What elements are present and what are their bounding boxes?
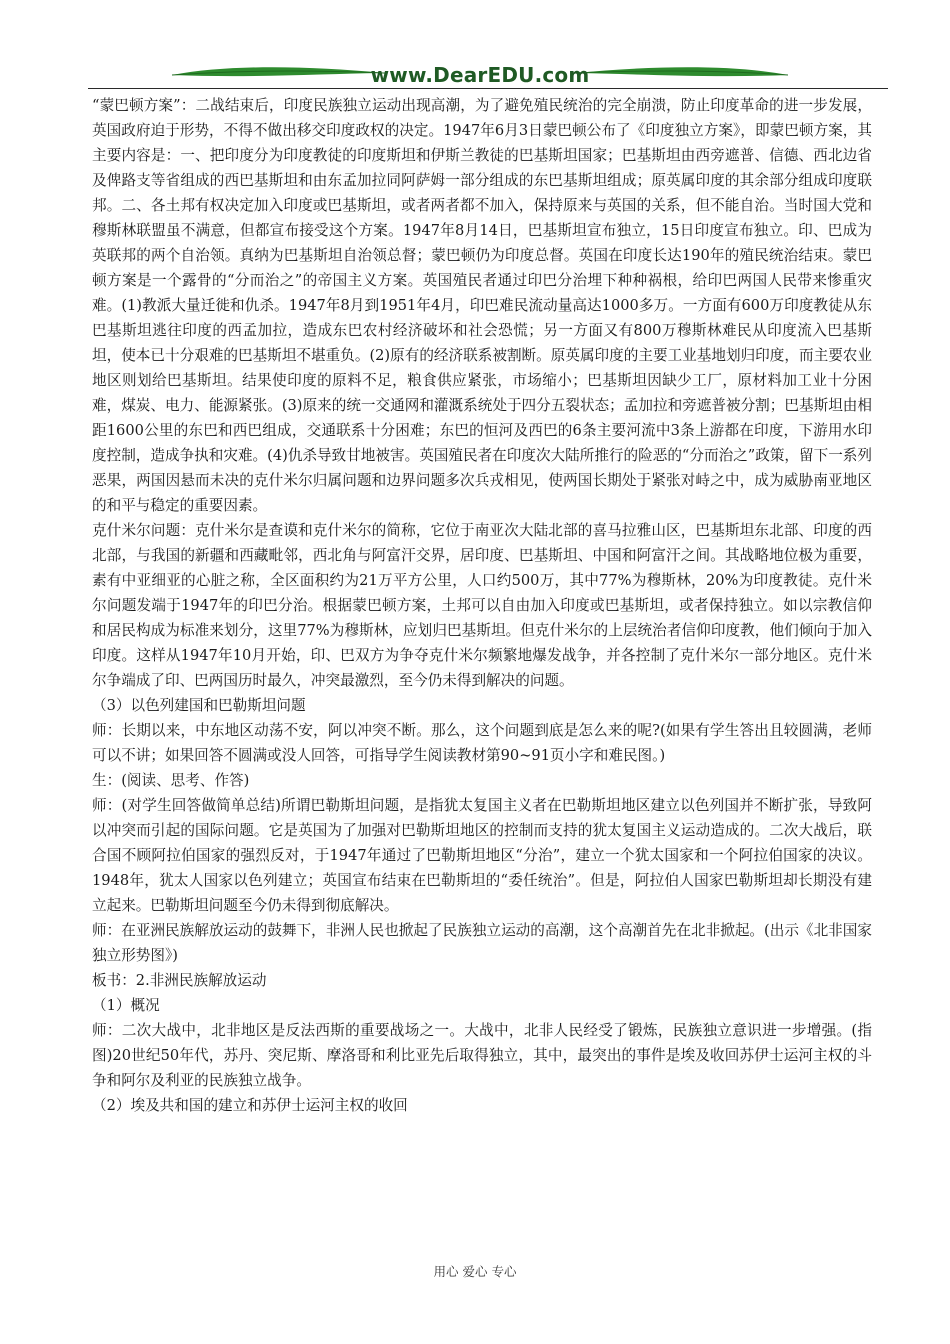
- document-body: [92, 93, 872, 1118]
- header-divider: [88, 88, 888, 89]
- paragraph-mountbatten-plan: “蒙巴顿方案”：二战结束后，印度民族独立运动出现高潮，为了避免殖民统治的完全崩溃，防止印度革命的进一步发展，英国政府迫于形势，不得不做出移交印度政权的决定。1947年6月3日蒙巴顿公布了《印度独立方案》，即蒙巴顿方案，其主要内容是：一、把印度分为印度教徒的印度斯坦和伊斯兰教徒的巴基斯坦国家；巴基斯坦由西旁遮普、信德、西北边省及俾路支等省组成的西巴基斯坦和由东孟加拉同阿萨姆一部分组成的东巴基斯坦组成；原英属印度的其余部分组成印度联邦。二、各土邦有权决定加入印度或巴基斯坦，或者两者都不加入，保持原来与英国的关系，但不能自治。当时国大党和穆斯林联盟虽不满意，但都宣布接受这个方案。1947年8月14日，巴基斯坦宣布独立，15日印度宣布独立。印、巴成为英联邦的两个自治领。真纳为巴基斯坦自治领总督；蒙巴顿仍为印度总督。英国在印度长达190年的殖民统治结束。蒙巴顿方案是一个露骨的“分而治之”的帝国主义方案。英国殖民者通过印巴分治埋下种种祸根，给印巴两国人民带来惨重灾难。(1)教派大量迁徙和仇杀。1947年8月到1951年4月，印巴难民流动量高达1000多万。一方面有600万印度教徒从东巴基斯坦逃往印度的西孟加拉，造成东巴农村经济破坏和社会恐慌；另一方面又有800万穆斯林难民从印度流入巴基斯坦，使本已十分艰难的巴基斯坦不堪重负。(2)原有的经济联系被割断。原英属印度的主要工业基地划归印度，而主要农业地区则划给巴基斯坦。结果使印度的原料不足，粮食供应紧张，市场缩小；巴基斯坦因缺少工厂，原材料加工业十分困难，煤炭、电力、能源紧张。(3)原来的统一交通网和灌溉系统处于四分五裂状态；孟加拉和旁遮普被分割；巴基斯坦由相距1600公里的东巴和西巴组成，交通联系十分困难；东巴的恒河及西巴的6条主要河流中3条上游都在印度，下游用水印度控制，造成争执和灾难。(4)仇杀导致甘地被害。英国殖民者在印度次大陆所推行的险恶的“分而治之”政策，留下一系列恶果，两国因悬而未决的克什米尔归属问题和边界问题多次兵戎相见，使两国长期处于紧张对峙之中，成为威胁南亚地区的和平与稳定的重要因素。: [92, 97, 872, 514]
- paragraph-kashmir-issue: 克什米尔问题：克什米尔是查谟和克什米尔的简称，它位于南亚次大陆北部的喜马拉雅山区，巴基斯坦东北部、印度的西北部，与我国的新疆和西藏毗邻，西北角与阿富汗交界，居印度、巴基斯坦、中国和阿富汗之间。其战略地位极为重要，素有中亚细亚的心脏之称，全区面积约为21万平方公里，人口约500万，其中77%为穆斯林，20%为印度教徒。克什米尔问题发端于1947年的印巴分治。根据蒙巴顿方案，土邦可以自由加入印度或巴基斯坦，或者保持独立。如以宗教信仰和居民构成为标准来划分，这里77%为穆斯林，应划归巴基斯坦。但克什米尔的上层统治者信仰印度教，他们倾向于加入印度。这样从1947年10月开始，印、巴双方为争夺克什米尔频繁地爆发战争，并各控制了克什米尔一部分地区。克什米尔争端成了印、巴两国历时最久，冲突最激烈，至今仍未得到解决的问题。: [92, 522, 872, 689]
- paragraph-student-response: 生：(阅读、思考、作答): [92, 772, 250, 789]
- paragraph-palestine-summary: 师：(对学生回答做简单总结)所谓巴勒斯坦问题，是指犹太复国主义者在巴勒斯坦地区建立以色列国并不断扩张，导致阿以冲突而引起的国际问题。它是英国为了加强对巴勒斯坦地区的控制而支持的犹太复国主义运动造成的。二次大战后，联合国不顾阿拉伯国家的强烈反对，于1947年通过了巴勒斯坦地区“分治”，建立一个犹太国家和一个阿拉伯国家的决议。1948年，犹太人国家以色列建立；英国宣布结束在巴勒斯坦的“委任统治”。但是，阿拉伯人国家巴勒斯坦却长期没有建立起来。巴勒斯坦问题至今仍未得到彻底解决。: [92, 797, 872, 914]
- paragraph-teacher-question: 师：长期以来，中东地区动荡不安，阿以冲突不断。那么，这个问题到底是怎么来的呢?(如果有学生答出且较圆满，老师可以不讲；如果回答不圆满或没人回答，可指导学生阅读教材第90~91页小字和难民图。): [92, 722, 872, 764]
- board-note-africa: 板书：2.非洲民族解放运动: [92, 972, 267, 989]
- page-footer: 用心 爱心 专心: [433, 1264, 517, 1279]
- paragraph-africa-intro: 师：在亚洲民族解放运动的鼓舞下，非洲人民也掀起了民族独立运动的高潮，这个高潮首先在北非掀起。(出示《北非国家独立形势图》): [92, 922, 872, 964]
- site-url-logo: www.DearEDU.com: [370, 63, 590, 87]
- section-heading-overview: （1）概况: [92, 997, 160, 1014]
- paragraph-north-africa: 师：二次大战中，北非地区是反法西斯的重要战场之一。大战中，北非人民经受了锻炼，民族独立意识进一步增强。(指图)20世纪50年代，苏丹、突尼斯、摩洛哥和利比亚先后取得独立，其中，最突出的事件是埃及收回苏伊士运河主权的斗争和阿尔及利亚的民族独立战争。: [92, 1022, 872, 1089]
- section-heading-egypt-suez: （2）埃及共和国的建立和苏伊士运河主权的收回: [92, 1097, 408, 1114]
- section-heading-israel-palestine: （3）以色列建国和巴勒斯坦问题: [92, 697, 306, 714]
- site-header-banner: [170, 60, 790, 90]
